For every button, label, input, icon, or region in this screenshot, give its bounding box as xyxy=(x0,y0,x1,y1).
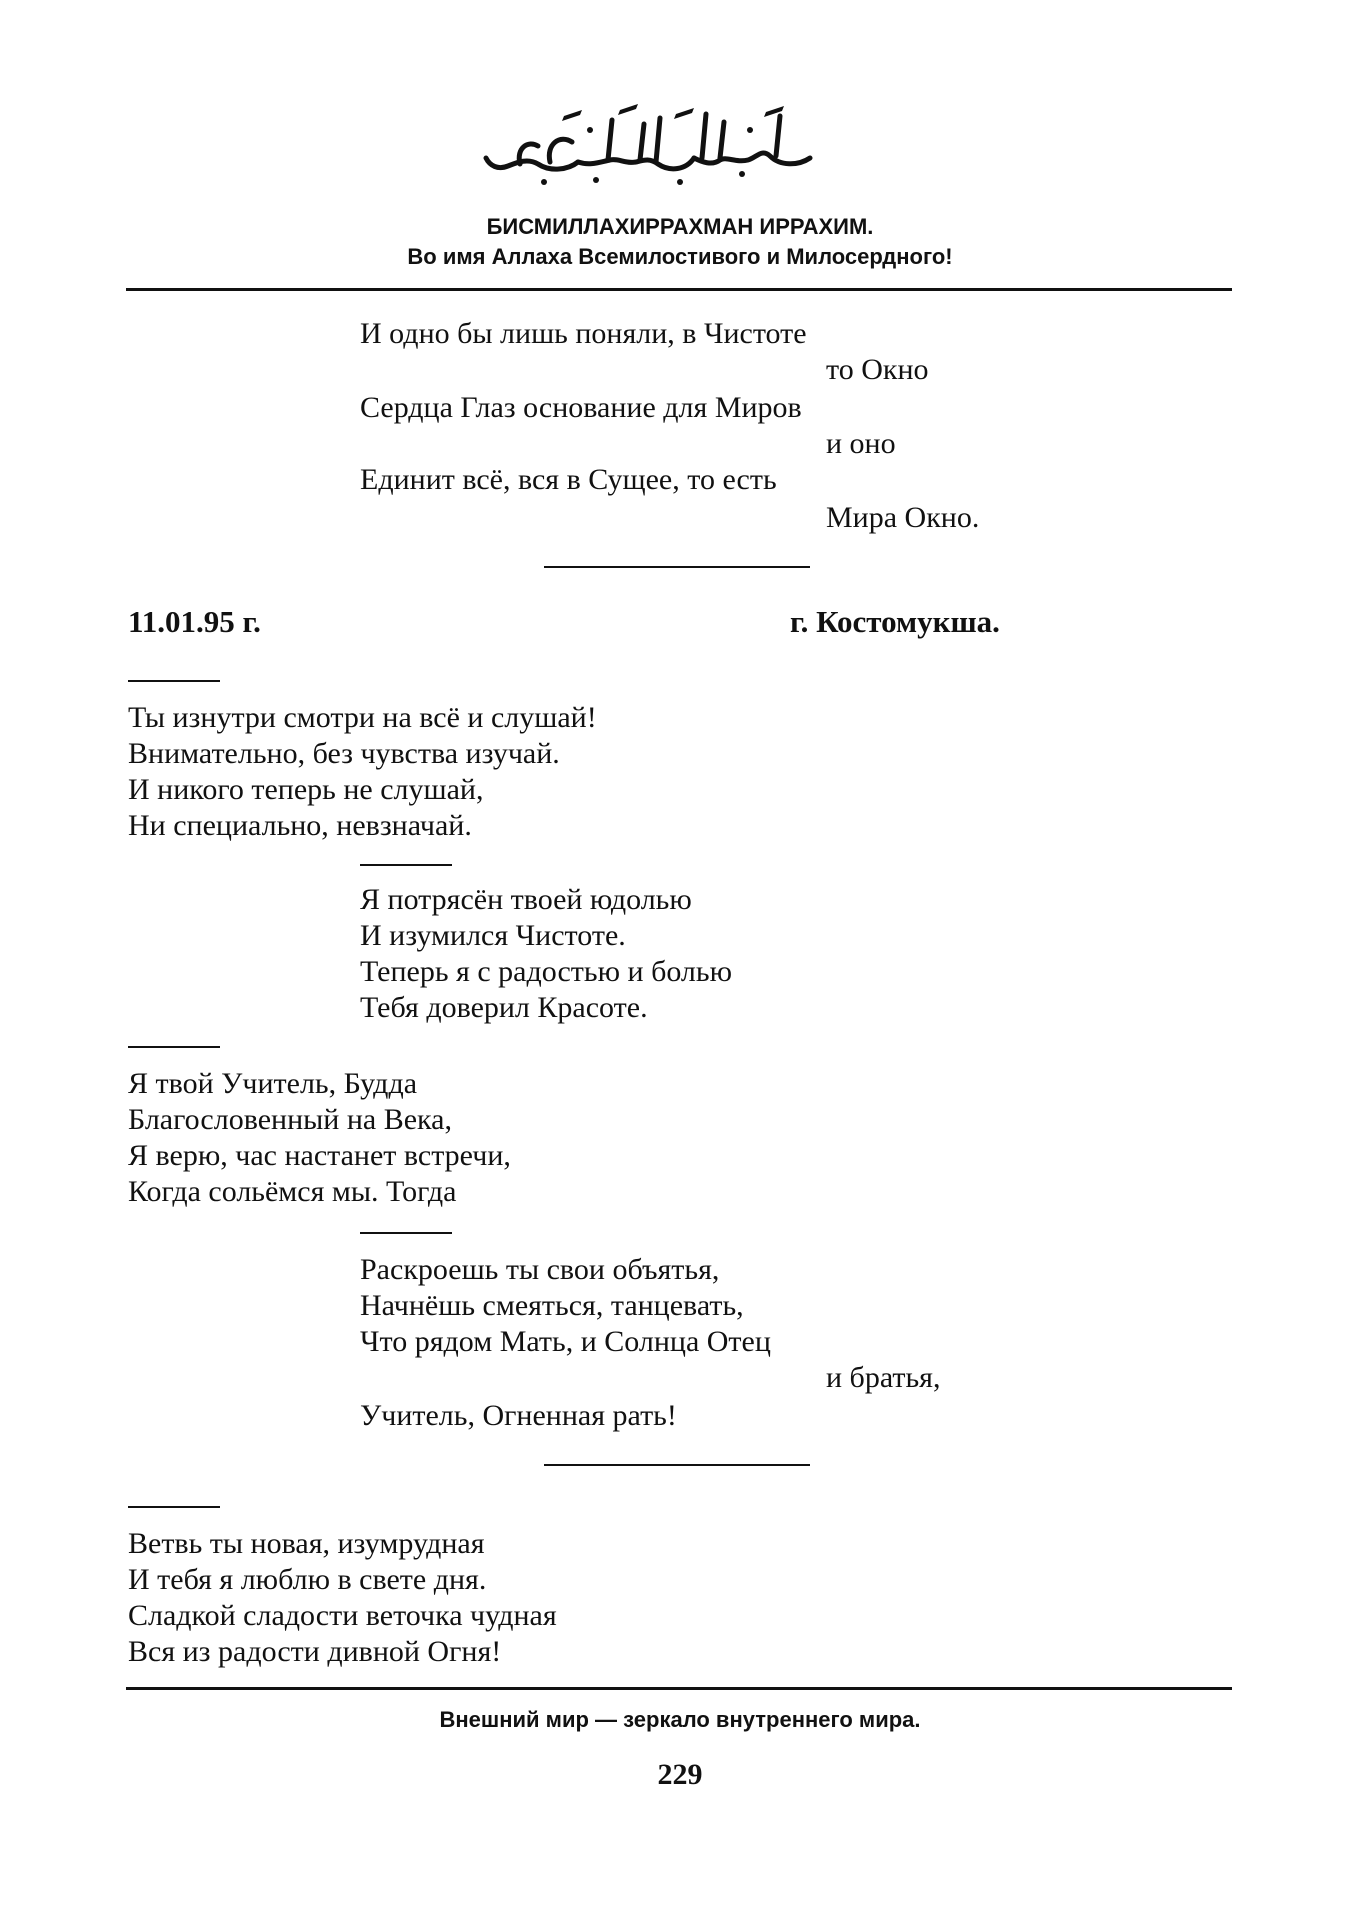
section-separator xyxy=(544,566,810,568)
stanza3-line2: И изумился Чистоте. xyxy=(360,919,626,952)
stanza1-line3: Сердца Глаз основание для Миров xyxy=(360,391,802,424)
verse-separator xyxy=(128,680,220,682)
stanza3-line1: Я потрясён твоей юдолью xyxy=(360,883,692,916)
stanza2-line1: Ты изнутри смотри на всё и слушай! xyxy=(128,701,597,734)
stanza5-line5: Учитель, Огненная рать! xyxy=(360,1399,677,1432)
stanza4-line3: Я верю, час настанет встречи, xyxy=(128,1139,511,1172)
place-text: г. Костомукша. xyxy=(790,604,1000,639)
stanza2-line3: И никого теперь не слушай, xyxy=(128,773,484,806)
stanza5-line4: и братья, xyxy=(826,1361,941,1394)
stanza1-line6: Мира Окно. xyxy=(826,501,980,534)
verse-separator xyxy=(128,1506,220,1508)
footer-quote: Внешний мир — зеркало внутреннего мира. xyxy=(439,1707,921,1732)
stanza1-line1: И одно бы лишь поняли, в Чистоте xyxy=(360,317,807,350)
stanza2-line4: Ни специально, невзначай. xyxy=(128,809,472,842)
header-title: БИСМИЛЛАХИРРАХМАН ИРРАХИМ. xyxy=(486,214,874,239)
stanza5-line2: Начнёшь смеяться, танцевать, xyxy=(360,1289,744,1322)
stanza5-line1: Раскроешь ты свои объятья, xyxy=(360,1253,720,1286)
header-rule xyxy=(126,288,1232,291)
stanza2-line2: Внимательно, без чувства изучай. xyxy=(128,737,560,770)
stanza4-line2: Благословенный на Века, xyxy=(128,1103,452,1136)
verse-separator xyxy=(360,864,452,866)
stanza6-line4: Вся из радости дивной Огня! xyxy=(128,1635,502,1668)
bismillah-calligraphy-icon xyxy=(480,100,820,190)
section-separator xyxy=(544,1464,810,1466)
stanza3-line4: Тебя доверил Красоте. xyxy=(360,991,648,1024)
stanza1-line4: и оно xyxy=(826,427,896,460)
stanza3-line3: Теперь я с радостью и болью xyxy=(360,955,732,988)
stanza4-line1: Я твой Учитель, Будда xyxy=(128,1067,418,1100)
stanza6-line3: Сладкой сладости веточка чудная xyxy=(128,1599,557,1632)
footer-rule xyxy=(126,1687,1232,1690)
stanza5-line3: Что рядом Мать, и Солнца Отец xyxy=(360,1325,771,1358)
stanza6-line2: И тебя я люблю в свете дня. xyxy=(128,1563,487,1596)
header-subtitle: Во имя Аллаха Всемилостивого и Милосердного! xyxy=(407,244,953,269)
verse-separator xyxy=(360,1232,452,1234)
stanza4-line4: Когда сольёмся мы. Тогда xyxy=(128,1175,457,1208)
date-text: 11.01.95 г. xyxy=(128,604,261,639)
verse-separator xyxy=(128,1046,220,1048)
stanza6-line1: Ветвь ты новая, изумрудная xyxy=(128,1527,485,1560)
stanza1-line5: Единит всё, вся в Сущее, то есть xyxy=(360,463,777,496)
stanza1-line2: то Окно xyxy=(826,353,929,386)
page-number: 229 xyxy=(657,1758,703,1791)
